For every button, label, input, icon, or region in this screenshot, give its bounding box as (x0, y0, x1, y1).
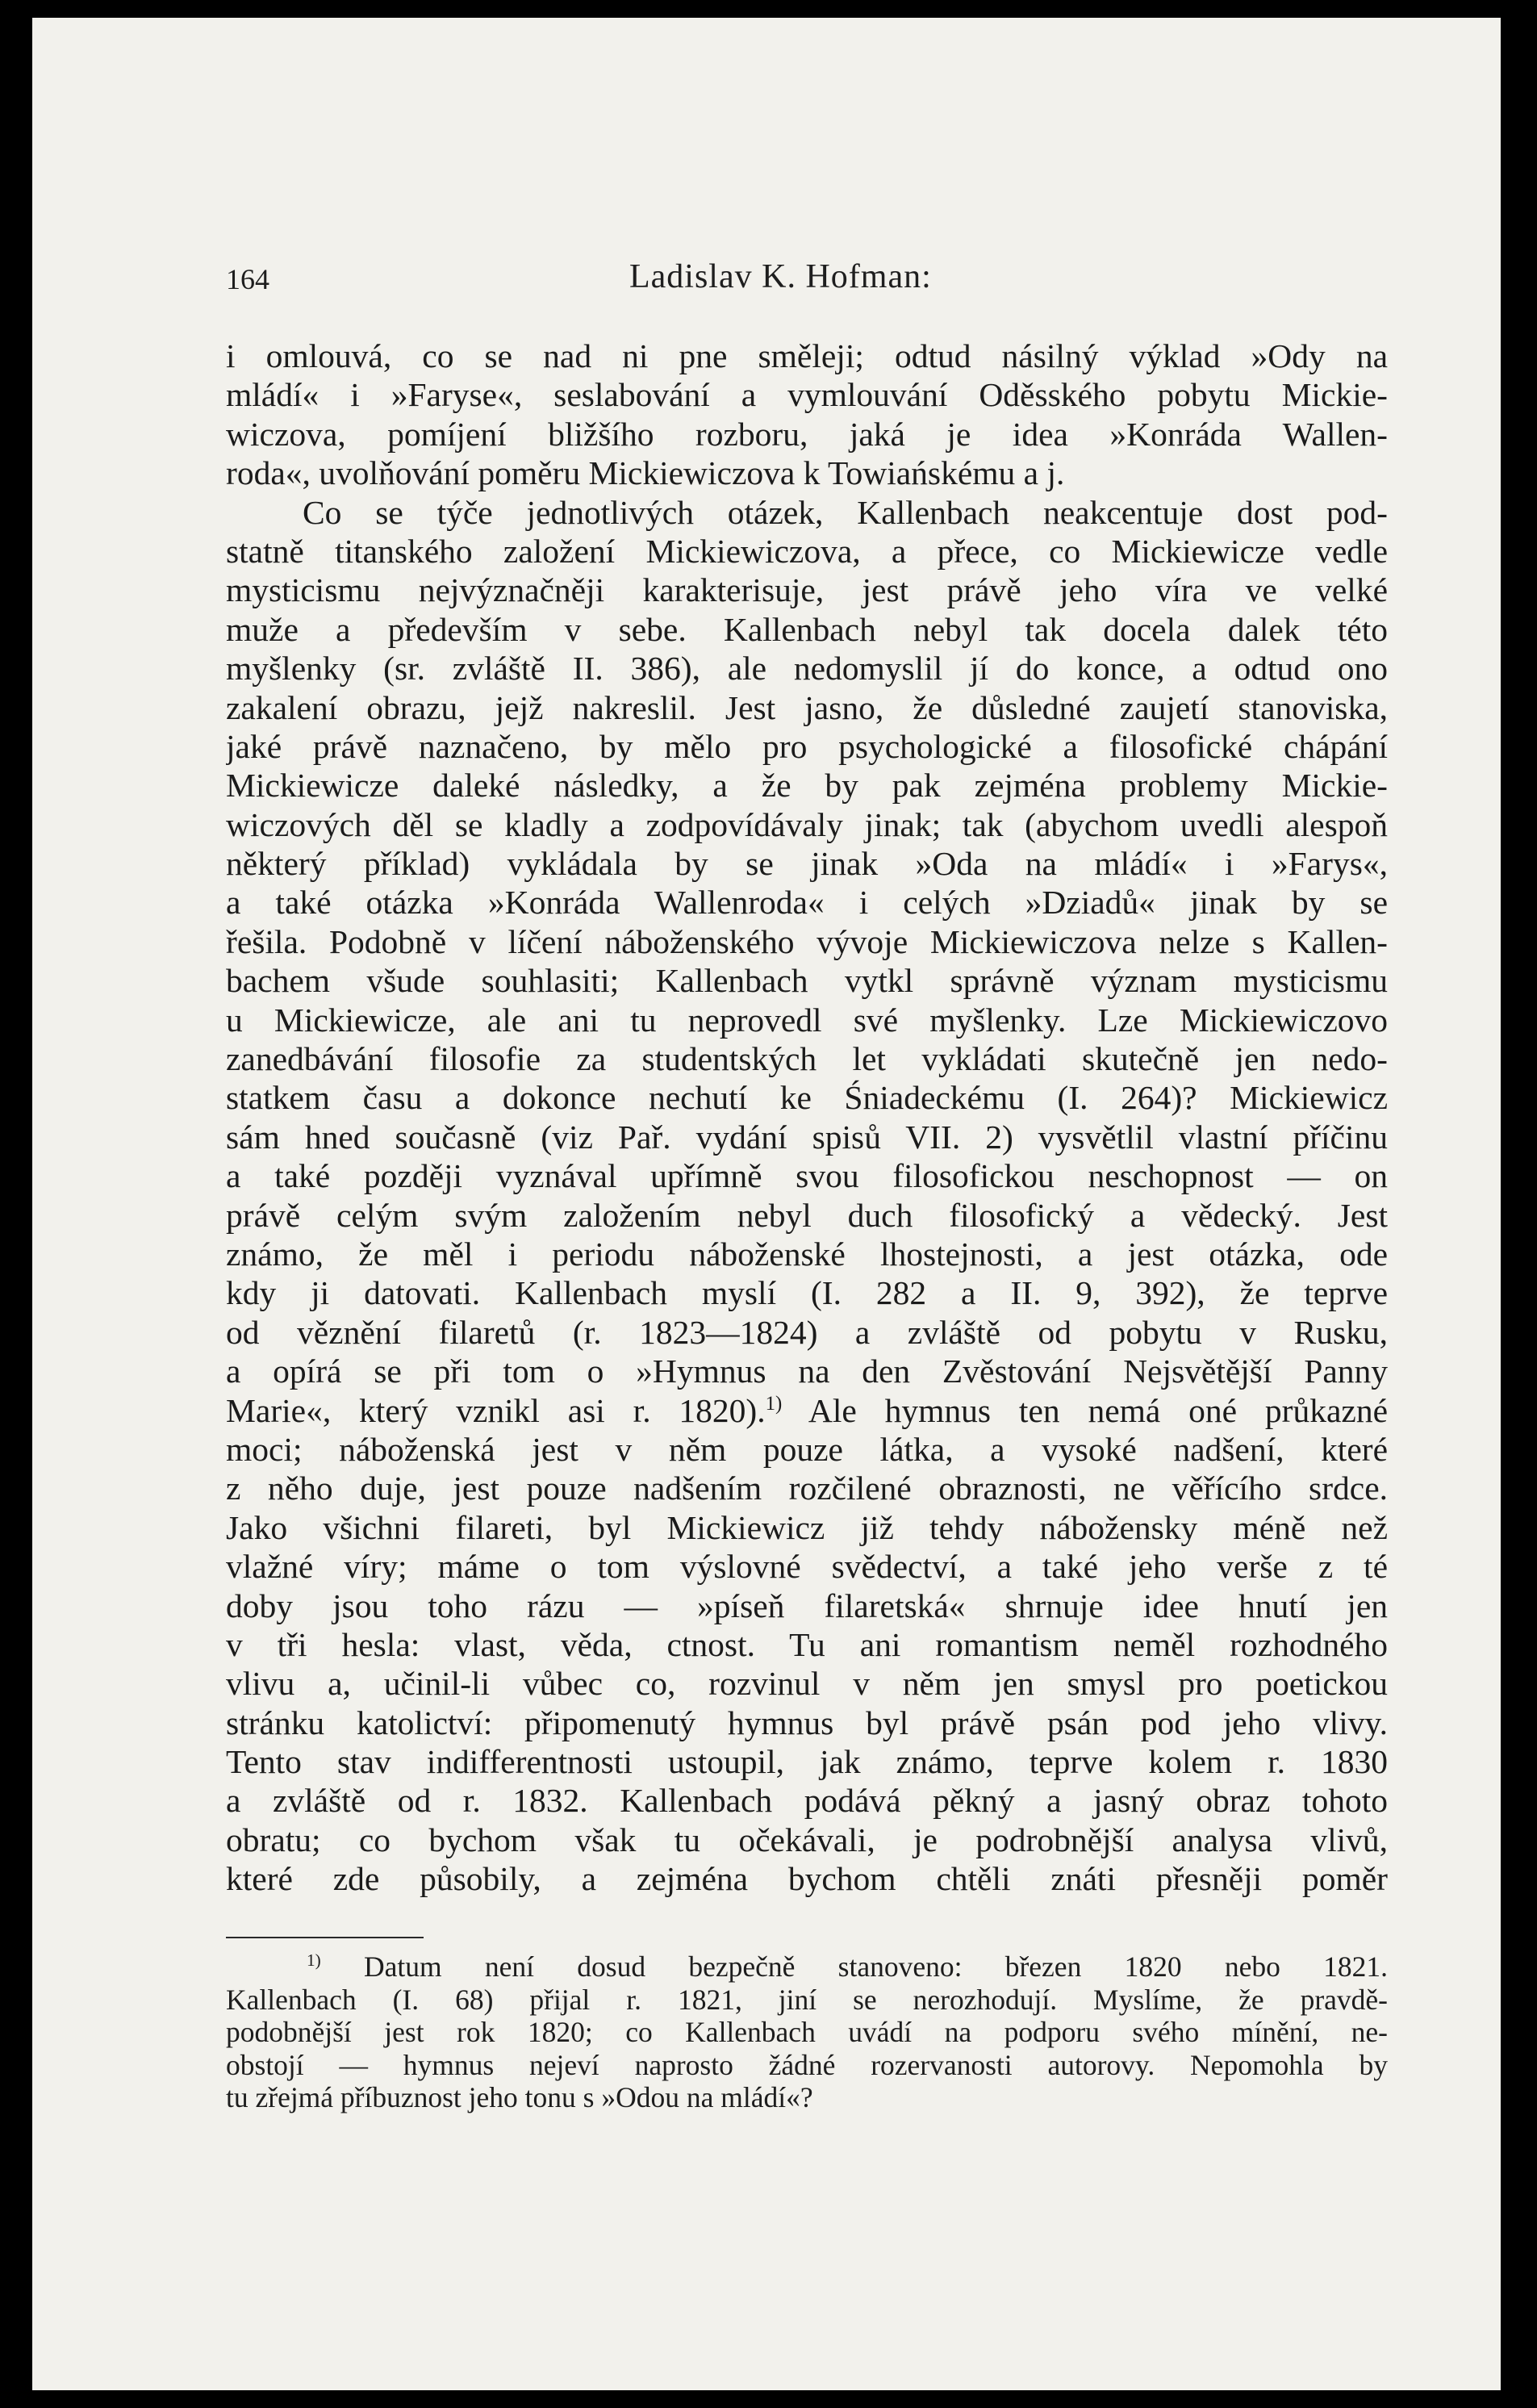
text-fragment: Marie«, který vznikl asi r. 1820). (226, 1391, 766, 1429)
text-line: Co se týče jednotlivých otázek, Kallenbach neakcentuje dost pod- (303, 493, 1388, 531)
text-line: mysticismu nejvýznačněji karakterisuje, jest právě jeho víra ve velké (226, 571, 1388, 609)
text-line: kdy ji datovati. Kallenbach myslí (I. 282 a II. 9, 392), že teprve (226, 1274, 1388, 1312)
footnote (226, 1950, 1388, 2114)
footnote-line: podobnější jest rok 1820; co Kallenbach uvádí na podporu svého mínění, ne- (226, 2016, 1388, 2048)
page-header (226, 248, 1396, 304)
footnote-line (226, 1950, 1388, 1984)
text-line: wiczových děl se kladly a zodpovídávaly jinak; tak (abychom uvedli alespoň (226, 805, 1388, 843)
footnote-line: obstojí — hymnus nejeví naprosto žádné rozervanosti autorovy. Nepomohla by (226, 2048, 1388, 2081)
text-fragment: Ale hymnus ten nemá oné průkazné (808, 1391, 1388, 1429)
text-line: mládí« i »Faryse«, seslabování a vymlouvání Oděsského pobytu Mickie- (226, 376, 1388, 414)
text-line: myšlenky (sr. zvláště II. 386), ale nedomyslil jí do konce, a odtud ono (226, 650, 1388, 688)
footnote-reference: 1) (765, 1392, 783, 1415)
text-line: obratu; co bychom však tu očekávali, je podrobnější analysa vlivů, (226, 1821, 1388, 1858)
text-line: statkem času a dokonce nechutí ke Śniadeckému (I. 264)? Mickiewicz (226, 1079, 1388, 1117)
text-line: známo, že měl i periodu náboženské lhostejnosti, a jest otázka, ode (226, 1235, 1388, 1273)
page-number: 164 (226, 263, 269, 295)
book-page (32, 18, 1501, 2390)
text-line: a také později vyznával upřímně svou filosofickou neschopnost — on (226, 1157, 1388, 1195)
text-line: vlažné víry; máme o tom výslovné svědectví, a také jeho verše z té (226, 1548, 1388, 1586)
text-line: v tři hesla: vlast, věda, ctnost. Tu ani romantism neměl rozhodného (226, 1625, 1388, 1663)
footnote-divider (226, 1937, 424, 1938)
text-line: Tento stav indifferentnosti ustoupil, jak známo, teprve kolem r. 1830 (226, 1743, 1388, 1781)
text-line: bachem všude souhlasiti; Kallenbach vytkl správně význam mysticismu (226, 962, 1388, 1000)
text-line: Mickiewicze daleké následky, a že by pak zejména problemy Mickie- (226, 767, 1388, 805)
text-line: muže a především v sebe. Kallenbach nebyl tak docela dalek této (226, 610, 1388, 648)
text-line: a zvláště od r. 1832. Kallenbach podává pěkný a jasný obraz tohoto (226, 1782, 1388, 1820)
text-line: vlivu a, učinil-li vůbec co, rozvinul v něm jen smysl pro poetickou (226, 1665, 1388, 1703)
text-line: řešila. Podobně v líčení náboženského vývoje Mickiewiczova nelze s Kallen- (226, 922, 1388, 960)
text-line: Jako všichni filareti, byl Mickiewicz již tehdy nábožensky méně než (226, 1508, 1388, 1546)
text-line: a také otázka »Konráda Wallenroda« i celých »Dziadů« jinak by se (226, 884, 1388, 922)
text-line: wiczova, pomíjení bližšího rozboru, jaká je idea »Konráda Wallen- (226, 415, 1388, 453)
body-text (226, 337, 1388, 1899)
footnote-fragment: Datum není dosud bezpečně stanoveno: březen 1820 nebo 1821. (364, 1950, 1388, 1983)
footnote-marker: 1) (307, 1950, 321, 1971)
text-line: právě celým svým založením nebyl duch filosofický a vědecký. Jest (226, 1196, 1388, 1234)
text-line: od věznění filaretů (r. 1823—1824) a zvláště od pobytu v Rusku, (226, 1313, 1388, 1351)
text-line: u Mickiewicze, ale ani tu neprovedl své myšlenky. Lze Mickiewiczovo (226, 1001, 1388, 1039)
text-line: z něho duje, jest pouze nadšením rozčilené obraznosti, ne věřícího srdce. (226, 1469, 1388, 1507)
text-line: zanedbávání filosofie za studentských let vykládati skutečně jen nedo- (226, 1040, 1388, 1078)
footnote-line: Kallenbach (I. 68) přijal r. 1821, jiní se nerozhodují. Myslíme, že pravdě- (226, 1983, 1388, 2016)
text-line: které zde působily, a zejména bychom chtěli znáti přesněji poměr (226, 1860, 1388, 1898)
text-line: některý příklad) vykládala by se jinak »Oda na mládí« i »Farys«, (226, 845, 1388, 883)
text-line: zakalení obrazu, jejž nakreslil. Jest jasno, že důsledné zaujetí stanoviska, (226, 688, 1388, 726)
text-line: stránku katolictví: připomenutý hymnus byl právě psán pod jeho vlivy. (226, 1704, 1388, 1741)
text-line-with-note-ref (226, 1391, 1388, 1430)
footnote-line: tu zřejmá příbuznost jeho tonu s »Odou na mládí«? (226, 2081, 813, 2113)
text-line: roda«, uvolňování poměru Mickiewiczova k Towiańskému a j. (226, 454, 1065, 492)
text-line: a opírá se při tom o »Hymnus na den Zvěstování Nejsvětější Panny (226, 1352, 1388, 1390)
text-line: statně titanského založení Mickiewiczova, a přece, co Mickiewicze vedle (226, 532, 1388, 570)
text-line: moci; náboženská jest v něm pouze látka, a vysoké nadšení, které (226, 1430, 1388, 1468)
text-line: jaké právě naznačeno, by mělo pro psychologické a filosofické chápání (226, 727, 1388, 765)
text-line: sám hned současně (viz Pař. vydání spisů VII. 2) vysvětlil vlastní příčinu (226, 1118, 1388, 1156)
text-line: i omlouvá, co se nad ni pne směleji; odtud násilný výklad »Ody na (226, 337, 1388, 374)
running-head: Ladislav K. Hofman: (629, 258, 932, 295)
text-line: doby jsou toho rázu — »píseň filaretská« shrnuje idee hnutí jen (226, 1587, 1388, 1624)
